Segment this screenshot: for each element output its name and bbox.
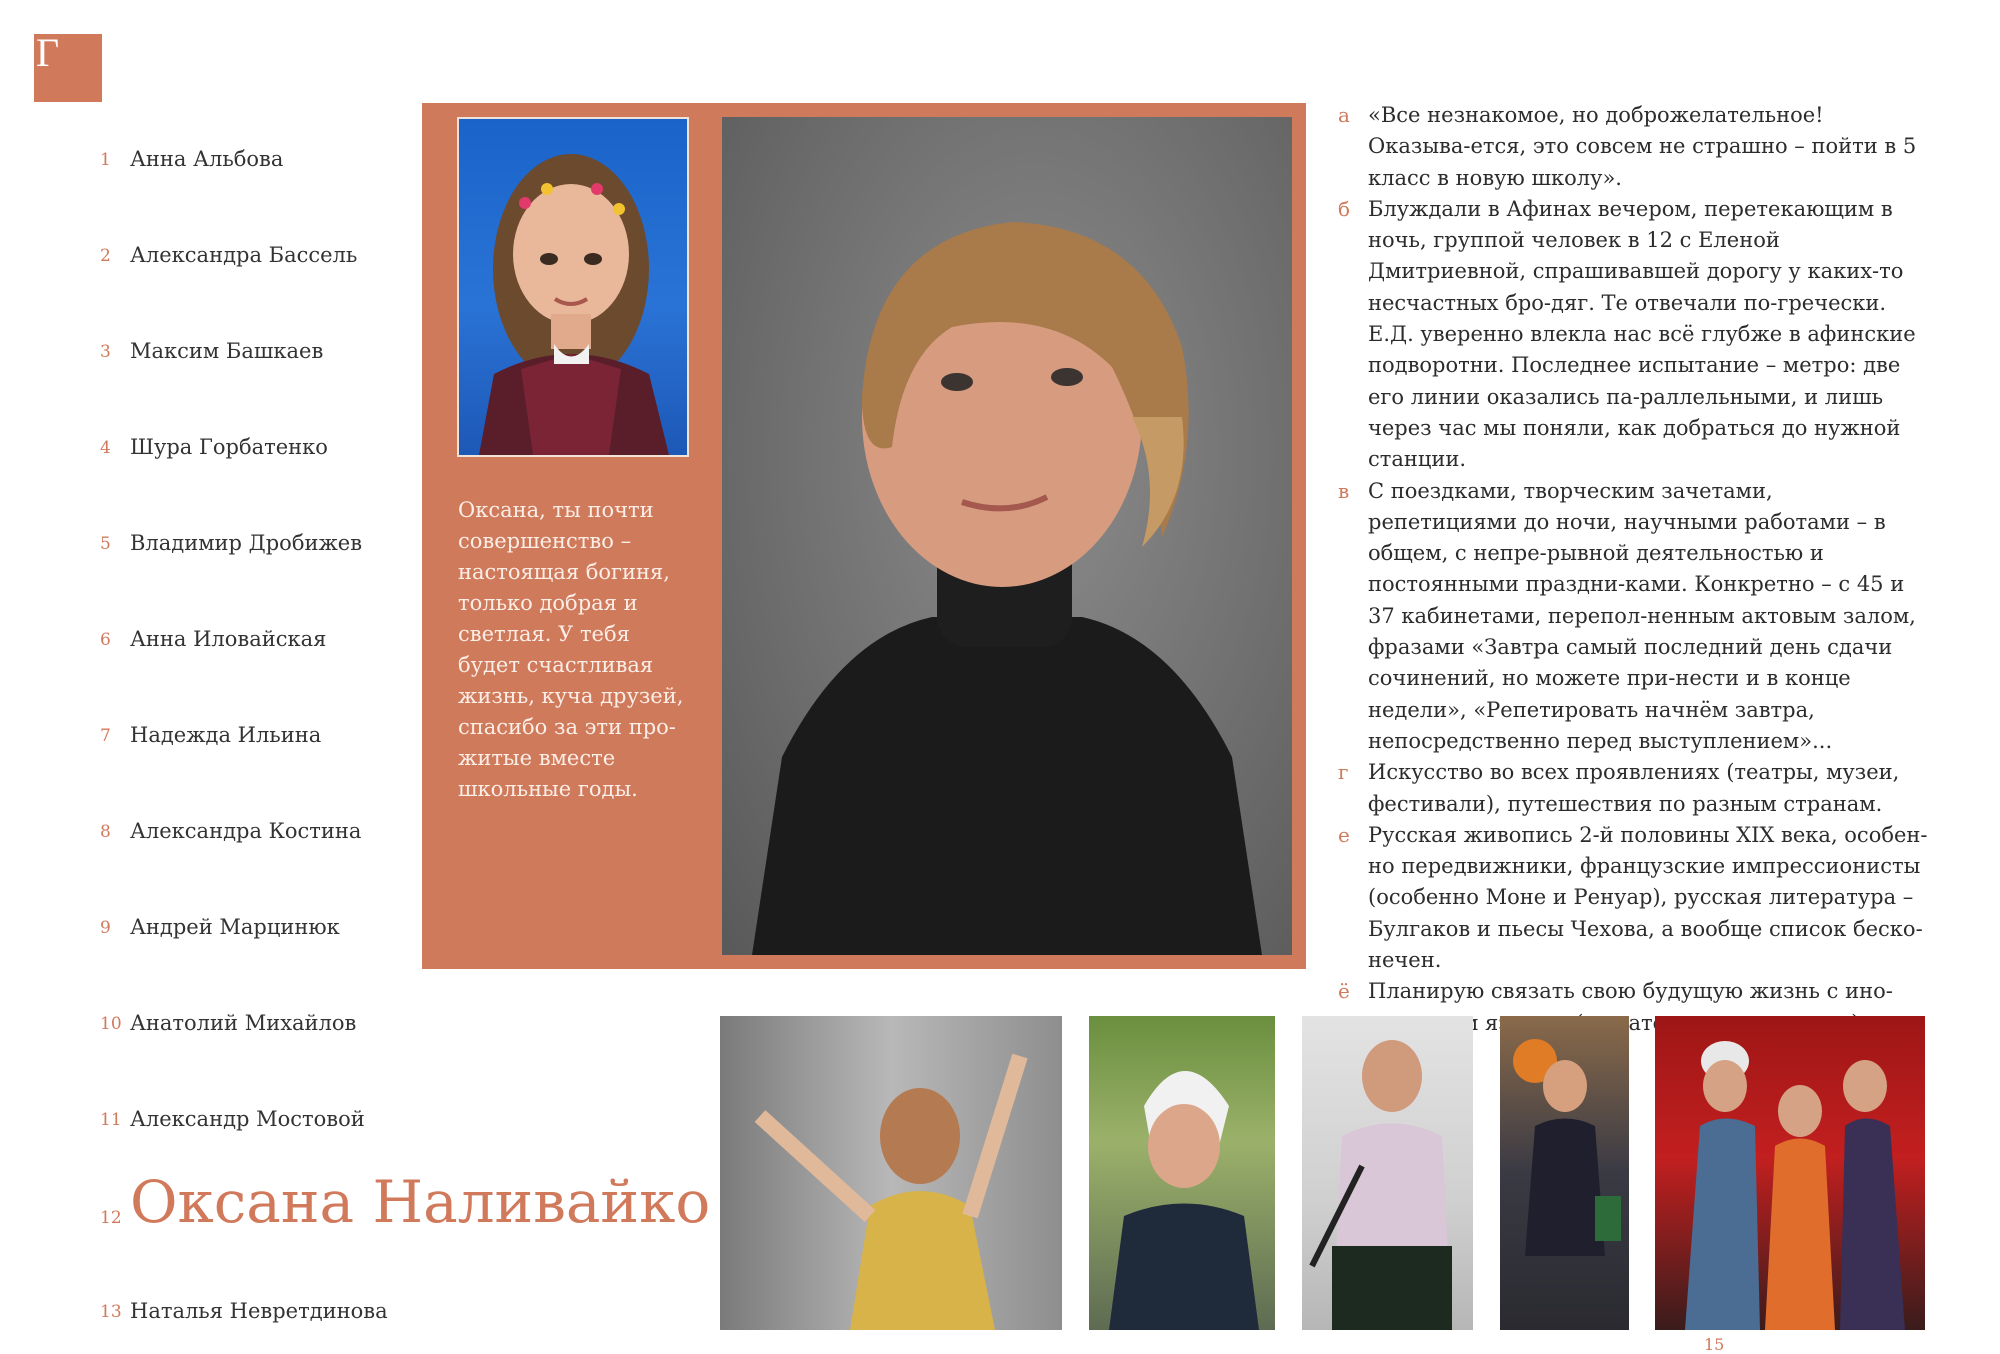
answer-text: Искусство во всех проявлениях (театры, музеи, фестивали), путешествия по разным странам. — [1368, 760, 1900, 816]
roster-name: Александра Бассель — [130, 243, 358, 267]
childhood-portrait-illustration — [459, 119, 687, 455]
answer-marker: ё — [1338, 979, 1350, 1004]
microphone-illustration — [1302, 1016, 1473, 1330]
roster-number: 1 — [100, 150, 111, 170]
roster-number: 5 — [100, 534, 111, 554]
section-letter-block — [34, 30, 102, 102]
outdoor-towel-illustration — [1089, 1016, 1275, 1330]
answer-text: «Все незнакомое, но доброжелательное! Оказыва-ется, это совсем не страшно – пойти в 5 класс в новую школу». — [1368, 103, 1917, 190]
main-portrait-photo — [722, 117, 1292, 955]
childhood-photo — [457, 117, 689, 457]
main-portrait-illustration — [722, 117, 1292, 955]
photo-flowers-schoolbag — [1500, 1016, 1629, 1330]
answer-text: Русская живопись 2-й половины XIX века, особен-но передвижники, французские импрессионисты (особенно Моне и Ренуар), русская литература – Булгаков и пьесы Чехова, а вообще список беско-нечен. — [1368, 822, 1928, 973]
answer-item — [1338, 194, 1928, 476]
student-name-heading: Оксана Наливайко — [130, 1168, 711, 1236]
roster-name: Александр Мостовой — [130, 1107, 365, 1131]
roster-name: Шура Горбатенко — [130, 435, 328, 459]
photo-stage-pose — [720, 1016, 1062, 1330]
roster-name: Максим Башкаев — [130, 339, 324, 363]
roster-name: Наталья Невретдинова — [130, 1299, 388, 1323]
stage-pose-illustration — [720, 1016, 1062, 1330]
roster-name: Анна Иловайская — [130, 627, 327, 651]
answer-item — [1338, 820, 1928, 976]
answer-marker: г — [1338, 760, 1349, 785]
photo-stage-performance — [1655, 1016, 1925, 1330]
roster-number: 3 — [100, 342, 111, 362]
roster-number: 9 — [100, 918, 111, 938]
roster-name: Надежда Ильина — [130, 723, 322, 747]
photo-microphone — [1302, 1016, 1473, 1330]
roster-name: Андрей Марцинюк — [130, 915, 340, 939]
roster-number: 10 — [100, 1014, 122, 1034]
roster-number: 12 — [100, 1208, 122, 1228]
flowers-schoolbag-illustration — [1500, 1016, 1629, 1330]
roster-number: 7 — [100, 726, 111, 746]
panel-caption: Оксана, ты почти совершенство – настоящая богиня, только добрая и светлая. У тебя будет счастливая жизнь, куча друзей, спасибо за эти про-житые вместе школьные годы. — [458, 498, 684, 801]
answer-text: С поездками, творческим зачетами, репетициями до ночи, научными работами – в общем, с непре-рывной деятельностью и постоянными праздни-ками. Конкретно – с 45 и 37 кабинетами, перепол-ненным актовым залом, фразами «Завтра самый последний день сдачи сочинений, но можете при-нести и в конце недели», «Репетировать начнём завтра, непосредственно перед выступлением»... — [1368, 478, 1916, 753]
roster-name: Владимир Дробижев — [130, 531, 363, 555]
roster-number: 11 — [100, 1110, 122, 1130]
photo-outdoor-towel — [1089, 1016, 1275, 1330]
answer-item — [1338, 476, 1928, 758]
answer-marker: е — [1338, 822, 1350, 847]
roster-number: 4 — [100, 438, 111, 458]
roster-number: 8 — [100, 822, 111, 842]
roster-name: Александра Костина — [130, 819, 362, 843]
answer-marker: в — [1338, 478, 1350, 503]
questionnaire-answers — [1338, 100, 1928, 1039]
roster-number: 13 — [100, 1302, 122, 1322]
roster-number: 2 — [100, 246, 111, 266]
stage-performance-illustration — [1655, 1016, 1925, 1330]
roster-number: 6 — [100, 630, 111, 650]
answer-item — [1338, 100, 1928, 194]
answer-marker: б — [1338, 196, 1351, 221]
answer-text: Блуждали в Афинах вечером, перетекающим в ночь, группой человек в 12 с Еленой Дмитриевной, спрашивавшей дорогу у каких-то несчастных бро-дяг. Те отвечали по-гречески. Е.Д. уверенно влекла нас всё глубже в афинские подворотни. Последнее испытание – метро: две его линии оказались па-раллельными, и лишь через час мы поняли, как добраться до нужной станции. — [1368, 196, 1916, 472]
roster-name: Анна Альбова — [130, 147, 284, 171]
page-number: 15 — [1704, 1335, 1725, 1354]
answer-item — [1338, 757, 1928, 820]
answer-marker: а — [1338, 103, 1350, 127]
answer-text: Планирую связать свою будущую жизнь с ино- (желательно, — [1368, 979, 1893, 1035]
section-letter: Г — [36, 30, 60, 75]
roster-name: Анатолий Михайлов — [130, 1011, 357, 1035]
